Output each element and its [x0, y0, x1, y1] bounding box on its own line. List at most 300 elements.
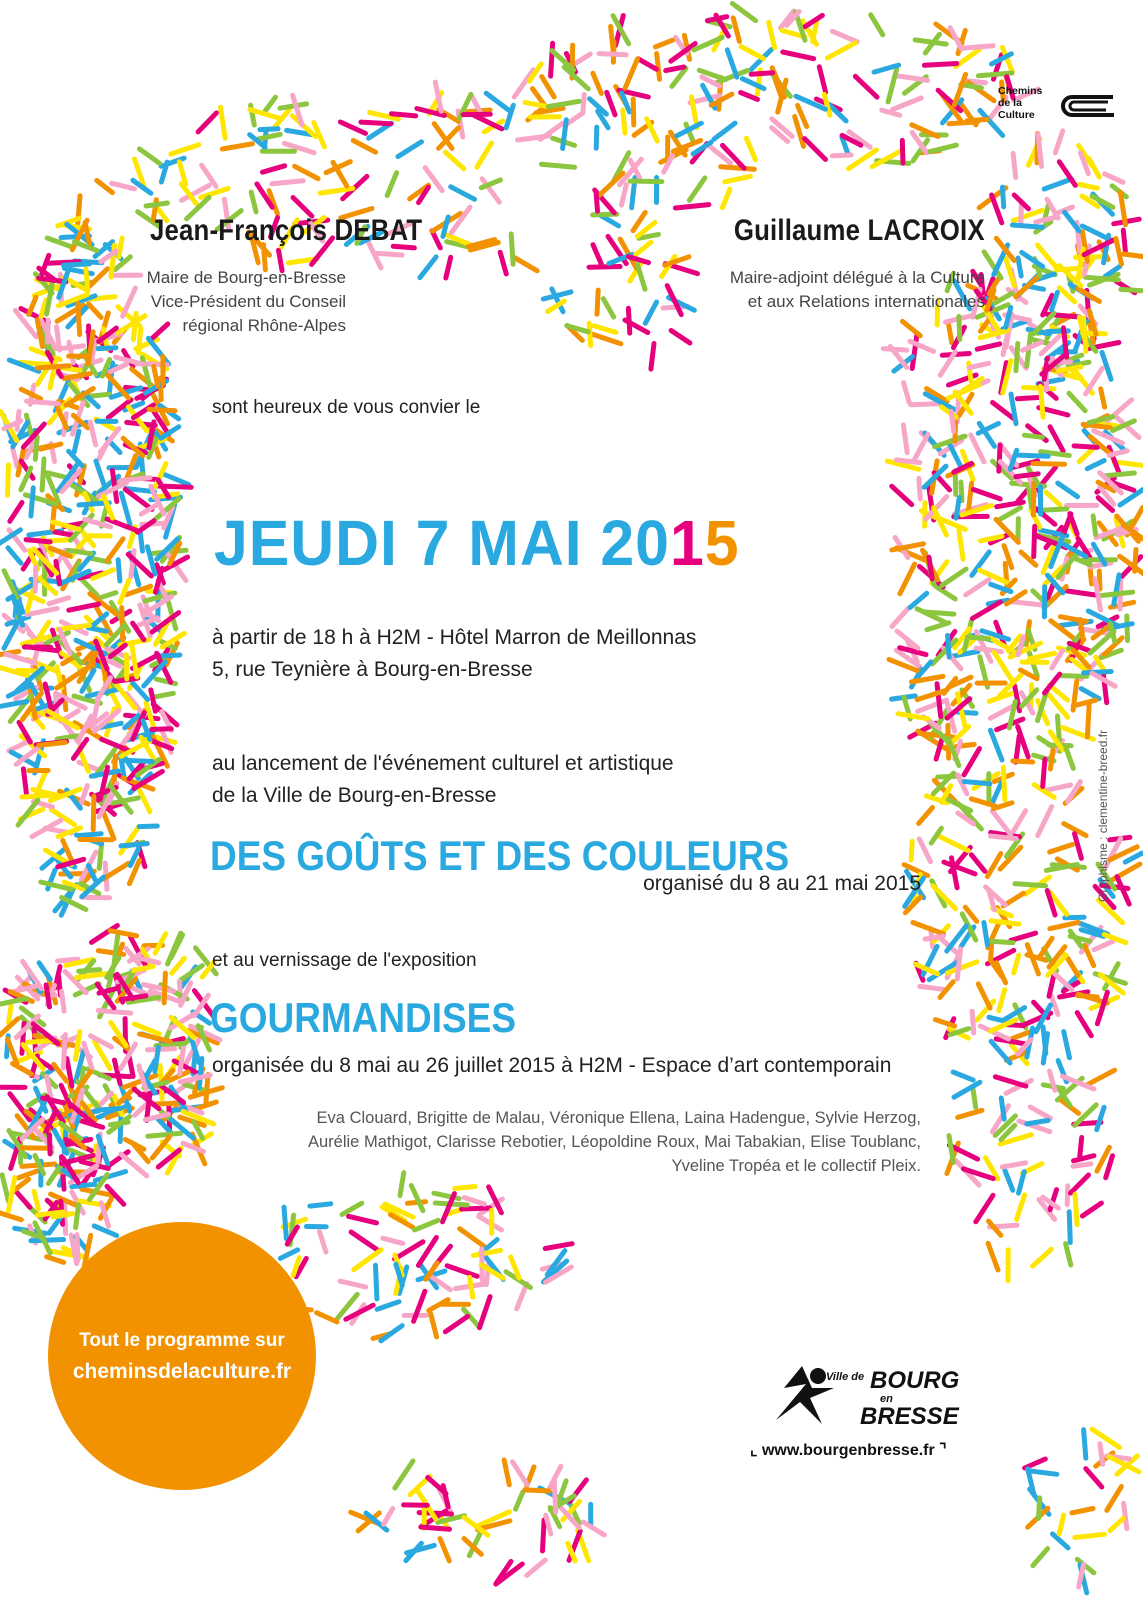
sprinkle	[1105, 473, 1134, 476]
sprinkle	[1081, 689, 1099, 699]
sprinkle	[1101, 389, 1105, 407]
chemins-de-la-culture-logo	[998, 85, 1118, 135]
sprinkle	[149, 409, 175, 410]
sprinkle	[37, 366, 69, 368]
sprinkle	[4, 623, 17, 648]
sprinkle	[1102, 592, 1133, 595]
sprinkle	[384, 1509, 393, 1525]
sprinkle	[1050, 750, 1053, 769]
sprinkle	[949, 1136, 953, 1163]
sprinkle	[910, 593, 927, 607]
sprinkle	[9, 1178, 15, 1211]
sprinkle	[805, 139, 826, 160]
sprinkle	[1030, 1107, 1050, 1118]
sprinkle	[996, 1039, 1028, 1045]
exhibition-title: GOURMANDISES	[210, 994, 516, 1041]
sprinkle	[511, 234, 513, 264]
sprinkle	[77, 1235, 78, 1261]
sprinkle	[126, 655, 127, 679]
sprinkle	[1075, 1534, 1105, 1537]
sprinkle	[1016, 474, 1038, 477]
sprinkle	[903, 321, 921, 335]
sprinkle	[68, 550, 92, 554]
sprinkle	[411, 1186, 423, 1211]
sprinkle	[1064, 1032, 1070, 1058]
launch-line: de la Ville de Bourg-en-Bresse	[212, 784, 497, 807]
sprinkle	[994, 803, 1013, 809]
sprinkle	[132, 644, 137, 677]
sprinkle	[1018, 455, 1048, 456]
sprinkle	[180, 1047, 184, 1074]
sprinkle	[832, 155, 851, 156]
sprinkle	[13, 449, 18, 467]
sprinkle	[1121, 289, 1143, 291]
sprinkle	[1123, 230, 1125, 251]
sprinkle	[594, 326, 616, 333]
chemins-logo-line: Chemins	[998, 85, 1043, 97]
sprinkle	[1094, 941, 1113, 950]
sprinkle	[88, 628, 106, 631]
sprinkle	[1080, 184, 1098, 188]
sprinkle	[35, 567, 36, 591]
paperclip-icon	[1058, 88, 1118, 124]
sprinkle	[1125, 853, 1142, 862]
sprinkle	[93, 796, 94, 830]
sprinkle	[351, 1232, 377, 1250]
venue-address: 5, rue Teynière à Bourg-en-Bresse	[212, 658, 533, 681]
sprinkle	[1033, 464, 1065, 465]
sprinkle	[23, 769, 26, 796]
sprinkle	[1018, 519, 1019, 540]
ville-url-text[interactable]: www.bourgenbresse.fr	[761, 1442, 935, 1459]
sprinkle	[154, 367, 158, 386]
sprinkle	[593, 334, 621, 344]
sprinkle	[460, 1229, 485, 1247]
sprinkle	[964, 782, 990, 784]
sprinkle	[900, 564, 915, 594]
sprinkle	[525, 1490, 549, 1491]
sprinkle	[888, 69, 897, 102]
sprinkle	[666, 67, 684, 71]
sprinkle	[902, 140, 903, 163]
sprinkle	[342, 1203, 362, 1214]
sprinkle	[987, 854, 1000, 877]
sprinkle	[181, 966, 203, 980]
sprinkle	[110, 931, 136, 936]
sprinkle	[819, 67, 825, 92]
ville-logo-emblem	[762, 1358, 992, 1448]
sprinkle	[140, 532, 142, 551]
sprinkle	[435, 82, 441, 111]
sprinkle	[914, 434, 928, 461]
sprinkle	[1086, 1469, 1102, 1487]
sprinkle	[593, 245, 601, 264]
sprinkle	[1029, 1471, 1057, 1475]
sprinkle	[958, 1110, 982, 1117]
sprinkle	[942, 569, 966, 586]
host2-role-line: et aux Relations internationales	[747, 292, 985, 311]
sprinkle	[628, 308, 629, 333]
sprinkle	[1124, 254, 1143, 257]
sprinkle	[317, 1313, 337, 1322]
sprinkle	[121, 844, 147, 846]
sprinkle	[2, 1175, 8, 1201]
sprinkle	[198, 113, 216, 132]
ville-logo-small-text: Ville de	[826, 1371, 865, 1383]
sprinkle	[973, 1088, 976, 1107]
sprinkle	[746, 138, 755, 160]
venue-info	[212, 622, 696, 686]
sprinkle	[1016, 736, 1019, 762]
sprinkle	[990, 730, 1002, 760]
sprinkle	[893, 98, 922, 110]
sprinkle	[513, 1462, 528, 1485]
sprinkle	[964, 749, 979, 775]
sprinkle	[451, 187, 475, 200]
sprinkle	[951, 411, 954, 431]
sprinkle	[633, 213, 645, 231]
sprinkle	[924, 64, 956, 66]
sprinkle	[168, 933, 181, 964]
launch-line: au lancement de l'événement culturel et artistique	[212, 752, 674, 775]
sprinkle	[155, 1047, 159, 1071]
sprinkle	[63, 1035, 65, 1068]
sprinkle	[147, 1049, 174, 1050]
sprinkle	[164, 973, 165, 1003]
sprinkle	[1019, 1172, 1025, 1193]
sprinkle	[79, 1201, 109, 1206]
sprinkle	[387, 173, 396, 196]
sprinkle	[446, 257, 451, 278]
sprinkle	[1068, 959, 1078, 976]
sprinkle	[1072, 1509, 1093, 1513]
event-date	[214, 506, 739, 580]
host1-role-line: Maire de Bourg-en-Bresse	[146, 268, 346, 287]
sprinkle	[967, 119, 987, 120]
sprinkle	[971, 435, 984, 462]
sprinkle	[1027, 1120, 1048, 1124]
sprinkle	[824, 94, 830, 115]
sprinkle	[1022, 252, 1043, 266]
sprinkle	[972, 1011, 974, 1033]
sprinkle	[52, 507, 54, 529]
sprinkle	[1034, 526, 1035, 556]
sprinkle	[340, 1281, 366, 1287]
chemins-logo-line: de la	[998, 97, 1022, 109]
sprinkle	[1066, 748, 1073, 769]
sprinkle	[90, 422, 96, 445]
sprinkle	[543, 292, 571, 299]
host2-name: Guillaume LACROIX	[734, 214, 985, 247]
sprinkle	[948, 800, 971, 811]
sprinkle	[1012, 225, 1042, 227]
sprinkle	[638, 59, 656, 69]
sprinkle	[1102, 352, 1111, 379]
sprinkle	[927, 623, 949, 630]
sprinkle	[1050, 922, 1078, 928]
promo-text: Tout le programme sur	[79, 1330, 285, 1351]
sprinkle	[27, 608, 57, 614]
sprinkle	[751, 73, 772, 74]
sprinkle	[256, 134, 280, 139]
sprinkle	[645, 302, 656, 323]
sprinkle	[34, 1191, 38, 1209]
sprinkle	[1116, 239, 1122, 265]
sprinkle	[1062, 676, 1087, 677]
sprinkle	[477, 143, 492, 167]
sprinkle	[114, 1060, 120, 1084]
sprinkle	[447, 1266, 477, 1276]
sprinkle	[904, 383, 910, 403]
promo-circle	[48, 1222, 316, 1490]
sprinkle	[871, 15, 883, 35]
sprinkle	[913, 923, 944, 934]
sprinkle	[999, 990, 1005, 1011]
sprinkle	[120, 580, 129, 603]
host2-roles	[730, 266, 985, 314]
sprinkle	[1038, 134, 1042, 166]
sprinkle	[518, 136, 550, 140]
bracket-left-icon: ⌞	[750, 1442, 762, 1459]
sprinkle	[377, 253, 402, 255]
sprinkle	[1013, 153, 1016, 177]
sprinkle	[966, 580, 989, 595]
sprinkle	[991, 942, 992, 960]
sprinkle	[1014, 955, 1019, 973]
sprinkle	[119, 478, 150, 481]
sprinkle	[583, 1522, 604, 1535]
sprinkle	[727, 50, 737, 77]
sprinkle	[69, 604, 99, 610]
bracket-right-icon: ⌝	[934, 1442, 947, 1459]
sprinkle	[39, 963, 50, 979]
sprinkle	[593, 73, 601, 93]
sprinkle	[992, 195, 1002, 223]
sprinkle	[99, 845, 101, 869]
sprinkle	[284, 1207, 286, 1239]
sprinkle	[1044, 179, 1071, 189]
chemins-logo-text	[998, 85, 1042, 121]
sprinkle	[1039, 1498, 1040, 1518]
sprinkle	[49, 598, 69, 604]
sprinkle	[633, 99, 634, 125]
sprinkle	[725, 176, 751, 182]
sprinkle	[116, 357, 144, 364]
sprinkle	[665, 257, 689, 265]
sprinkle	[120, 1116, 121, 1142]
event-date-digit-5: 5	[704, 507, 740, 579]
sprinkle	[1087, 461, 1104, 469]
sprinkle	[855, 76, 877, 97]
sprinkle	[783, 52, 814, 59]
sprinkle	[980, 331, 1008, 338]
sprinkle	[415, 1220, 439, 1230]
sprinkle	[103, 812, 114, 838]
sprinkle	[431, 1314, 437, 1337]
event-date-digit-1: 1	[669, 507, 705, 579]
sprinkle	[514, 257, 538, 271]
sprinkle	[832, 31, 857, 42]
sprinkle	[1099, 571, 1100, 589]
sprinkle	[470, 1277, 473, 1297]
ville-logo-bourg-text: BOURG	[870, 1367, 960, 1394]
sprinkle	[978, 984, 990, 1008]
sprinkle	[589, 323, 590, 345]
sprinkle	[924, 612, 954, 614]
promo-link[interactable]: cheminsdelaculture.fr	[72, 1360, 292, 1383]
sprinkle	[1001, 1098, 1004, 1119]
sprinkle	[1046, 785, 1071, 791]
sprinkle	[959, 530, 963, 559]
sprinkle	[1075, 1194, 1077, 1225]
artists-line: Aurélie Mathigot, Clarisse Rebotier, Léopoldine Roux, Mai Tabakian, Elise Toublanc,	[308, 1133, 921, 1151]
sprinkle	[961, 46, 993, 49]
sprinkle	[1033, 1549, 1048, 1566]
sprinkle	[1024, 435, 1042, 437]
sprinkle	[548, 101, 579, 106]
sprinkle	[1021, 202, 1022, 225]
exhibition-details: organisée du 8 mai au 26 juillet 2015 à H2M - Espace d’art contemporain	[212, 1054, 892, 1077]
sprinkle	[221, 107, 226, 138]
sprinkle	[637, 265, 645, 290]
sprinkle	[31, 488, 33, 516]
sprinkle	[516, 1492, 523, 1509]
sprinkle	[420, 257, 436, 278]
sprinkle	[919, 839, 930, 862]
sprinkle	[260, 129, 278, 130]
sprinkle	[1100, 1444, 1103, 1465]
sprinkle	[50, 1135, 51, 1154]
sprinkle	[896, 460, 920, 463]
sprinkle	[514, 70, 533, 97]
sprinkle	[959, 316, 960, 339]
sprinkle	[999, 445, 1000, 471]
sprinkle	[991, 921, 1019, 924]
sprinkle	[1057, 716, 1059, 740]
sprinkle	[280, 1250, 297, 1259]
sprinkle	[1038, 807, 1052, 836]
sprinkle	[455, 1187, 476, 1189]
sprinkle	[636, 242, 651, 255]
sprinkle	[1086, 277, 1119, 280]
sprinkle	[349, 1216, 377, 1223]
sprinkle	[1077, 1013, 1091, 1036]
sprinkle	[0, 1213, 21, 1220]
sprinkle	[969, 363, 988, 367]
sprinkle	[957, 949, 960, 979]
sprinkle	[1015, 884, 1046, 886]
sprinkle	[892, 608, 908, 626]
sprinkle	[1017, 397, 1040, 398]
sprinkle	[58, 625, 90, 629]
sprinkle	[1065, 917, 1084, 918]
sprinkle	[1029, 653, 1054, 659]
sprinkle	[76, 1205, 79, 1228]
sprinkle	[31, 1240, 64, 1241]
sprinkle	[1069, 393, 1085, 411]
sprinkle	[79, 970, 100, 972]
sprinkle	[722, 189, 729, 208]
sprinkle	[272, 181, 303, 184]
sprinkle	[769, 22, 775, 47]
sprinkle	[1084, 1430, 1086, 1459]
sprinkle	[1040, 386, 1043, 417]
artists-line: Yveline Tropéa et le collectif Pleix.	[671, 1157, 921, 1175]
graphisme-credit: Graphisme : clementine-breed.fr	[1096, 729, 1110, 902]
sprinkle	[377, 1302, 399, 1310]
ville-url[interactable]	[750, 1440, 947, 1460]
sprinkle	[486, 1262, 489, 1285]
sprinkle	[1002, 1163, 1025, 1167]
sprinkle	[952, 652, 978, 657]
sprinkle	[440, 1539, 449, 1561]
sprinkle	[1064, 514, 1071, 533]
sprinkle	[392, 114, 416, 116]
sprinkle	[1084, 672, 1112, 673]
sprinkle	[1011, 933, 1036, 940]
sprinkle	[154, 693, 173, 697]
sprinkle	[95, 1172, 125, 1181]
host2-role-line: Maire-adjoint délégué à la Culture	[729, 268, 985, 287]
sprinkle	[949, 324, 952, 343]
sprinkle	[134, 966, 154, 970]
sprinkle	[1050, 845, 1073, 853]
sprinkle	[733, 18, 739, 42]
sprinkle	[1018, 258, 1021, 276]
sprinkle	[675, 205, 709, 208]
sprinkle	[1083, 424, 1110, 427]
sprinkle	[938, 836, 968, 851]
sprinkle	[46, 985, 49, 1007]
sprinkle	[1016, 344, 1018, 371]
sprinkle	[1093, 516, 1096, 535]
sprinkle	[596, 192, 597, 211]
sprinkle	[98, 1108, 120, 1110]
sprinkle	[1013, 761, 1033, 762]
sprinkle	[57, 736, 77, 739]
sprinkle	[98, 593, 116, 599]
sprinkle	[1080, 1138, 1082, 1157]
sprinkle	[976, 648, 1001, 652]
sprinkle	[1043, 1027, 1046, 1054]
sprinkle	[147, 547, 155, 574]
sprinkle	[956, 498, 959, 519]
sprinkle	[714, 123, 735, 139]
sprinkle	[925, 936, 943, 939]
sprinkle	[445, 152, 464, 169]
sprinkle	[622, 185, 627, 206]
sprinkle	[55, 532, 74, 535]
sprinkle	[421, 1527, 450, 1529]
sprinkle	[121, 493, 130, 524]
sprinkle	[72, 1184, 95, 1186]
sprinkle	[903, 425, 907, 453]
sprinkle	[984, 923, 988, 946]
sprinkle	[1012, 1032, 1030, 1039]
sprinkle	[96, 461, 105, 487]
sprinkle	[172, 958, 185, 973]
sprinkle	[47, 1257, 64, 1263]
sprinkle	[26, 540, 50, 542]
sprinkle	[542, 77, 555, 97]
sprinkle	[1082, 1203, 1101, 1216]
sprinkle	[1071, 1175, 1089, 1193]
sprinkle	[919, 478, 920, 499]
sprinkle	[171, 145, 199, 154]
sprinkle	[10, 503, 22, 522]
sprinkle	[545, 1244, 572, 1249]
sprinkle	[53, 1214, 72, 1217]
